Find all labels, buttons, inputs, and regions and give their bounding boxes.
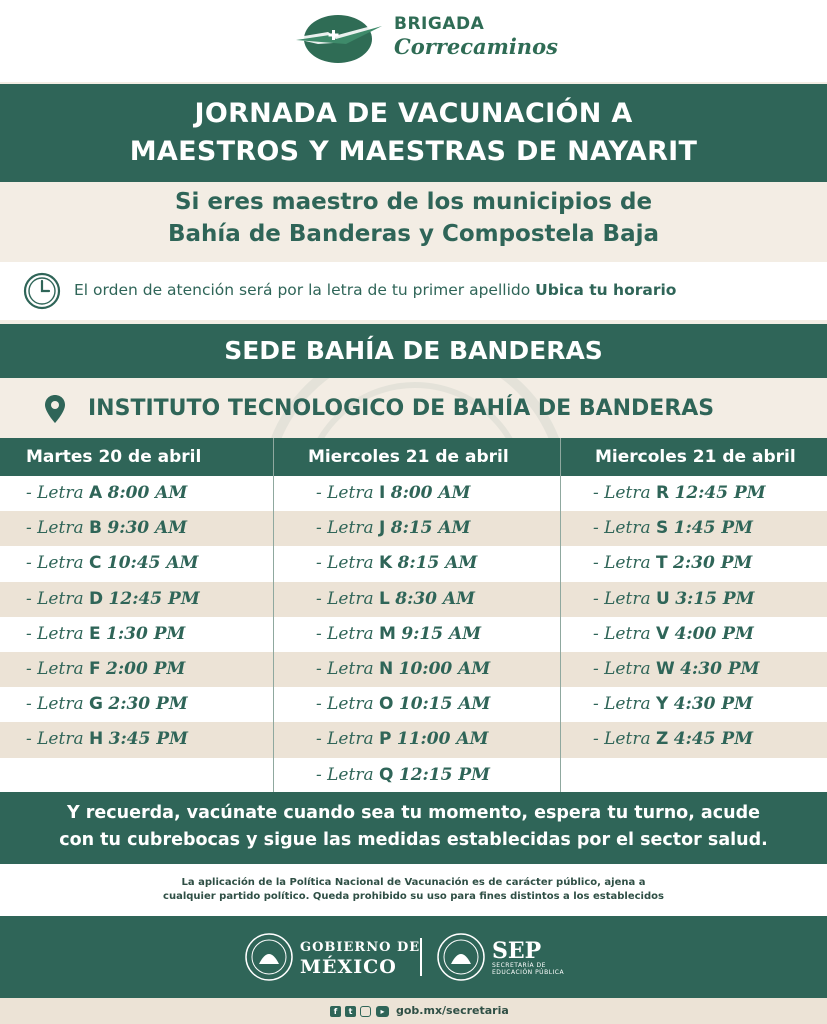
schedule-slot — [561, 617, 827, 652]
slot-time: 9:30 AM — [107, 518, 188, 539]
slot-prefix: - Letra — [593, 518, 651, 539]
title-line-2: MAESTROS Y MAESTRAS DE NAYARIT — [129, 136, 698, 167]
slot-time: 8:00 AM — [107, 483, 188, 503]
schedule-column-1 — [0, 438, 273, 792]
slot-time: 10:45 AM — [106, 553, 199, 574]
roadrunner-logo-icon — [288, 8, 388, 70]
slot-time: 8:00 AM — [390, 483, 471, 503]
schedule-slot — [274, 476, 560, 511]
slot-prefix: - Letra — [593, 623, 651, 644]
slot-prefix: - Letra — [26, 658, 84, 679]
order-notice — [0, 262, 827, 320]
slot-letter: J — [379, 518, 386, 539]
sep-subtitle — [492, 962, 564, 976]
institute-row — [0, 388, 827, 432]
slot-letter: Z — [656, 729, 669, 750]
facebook-icon[interactable]: f — [330, 1006, 341, 1017]
slot-prefix: - Letra — [26, 694, 84, 715]
slot-prefix: - Letra — [593, 588, 651, 609]
slot-time: 10:00 AM — [398, 658, 491, 679]
slot-letter: U — [656, 588, 670, 609]
slot-letter: A — [89, 483, 103, 503]
slot-letter: V — [656, 623, 670, 644]
schedule-slot — [0, 758, 273, 793]
schedule-slot — [274, 758, 560, 793]
sep-subtitle-line-2: EDUCACIÓN PÚBLICA — [492, 969, 565, 976]
schedule-slot — [0, 687, 273, 722]
subtitle — [0, 186, 827, 250]
slot-letter: O — [379, 694, 394, 715]
clock-icon — [22, 271, 62, 311]
subtitle-line-1: Si eres maestro de los municipios de — [174, 189, 653, 215]
slot-prefix: - Letra — [316, 588, 374, 609]
slot-prefix: - Letra — [316, 483, 374, 503]
schedule-table — [0, 438, 827, 792]
header-area — [0, 0, 827, 82]
twitter-icon[interactable]: t — [345, 1006, 356, 1017]
slot-letter: G — [89, 694, 103, 715]
slot-prefix: - Letra — [26, 518, 84, 539]
schedule-slot — [0, 722, 273, 757]
slot-time: 12:45 PM — [674, 483, 766, 503]
slot-letter: M — [379, 623, 396, 644]
slot-prefix: - Letra — [316, 623, 374, 644]
schedule-column-2 — [274, 438, 560, 792]
legal-line-1: La aplicación de la Política Nacional de Vacunación es de carácter público, ajena a — [181, 877, 646, 888]
slot-time: 3:45 PM — [108, 729, 188, 750]
slot-letter: Y — [656, 694, 669, 715]
slot-prefix: - Letra — [593, 729, 651, 750]
institute-name: INSTITUTO TECNOLOGICO DE BAHÍA DE BANDERAS — [88, 396, 715, 421]
gobierno-line-1: GOBIERNO DE — [300, 940, 421, 955]
slot-time: 1:45 PM — [673, 518, 753, 539]
schedule-slot — [0, 511, 273, 546]
mexico-seal-icon — [244, 932, 294, 982]
legal-notice — [0, 864, 827, 916]
youtube-icon[interactable]: ▸ — [376, 1006, 389, 1017]
slot-prefix: - Letra — [593, 553, 651, 574]
slot-letter: W — [656, 658, 675, 679]
schedule-slot — [561, 546, 827, 581]
schedule-slot — [561, 652, 827, 687]
slot-prefix: - Letra — [26, 483, 84, 503]
slot-time: 10:15 AM — [398, 694, 491, 715]
day-header: Miercoles 21 de abril — [274, 438, 560, 476]
schedule-slot — [0, 546, 273, 581]
title-band — [0, 84, 827, 182]
schedule-slot — [274, 511, 560, 546]
slot-prefix: - Letra — [593, 694, 651, 715]
instagram-icon[interactable] — [360, 1006, 371, 1017]
slot-prefix: - Letra — [26, 729, 84, 750]
slot-time: 2:30 PM — [673, 553, 753, 574]
slot-time: 9:15 AM — [401, 623, 482, 644]
slot-prefix: - Letra — [316, 518, 374, 539]
schedule-slot — [274, 546, 560, 581]
slot-letter: T — [656, 553, 668, 574]
day-header: Martes 20 de abril — [0, 438, 273, 476]
slot-prefix: - Letra — [26, 623, 84, 644]
slot-letter: D — [89, 588, 104, 609]
slot-prefix: - Letra — [316, 658, 374, 679]
slot-letter: I — [379, 483, 386, 503]
slot-letter: R — [656, 483, 670, 503]
schedule-slot — [561, 582, 827, 617]
brand-line-1: BRIGADA — [394, 14, 485, 34]
slot-time: 4:00 PM — [674, 623, 754, 644]
location-pin-icon — [44, 394, 66, 424]
schedule-slot — [561, 476, 827, 511]
sep-seal-icon — [436, 932, 486, 982]
schedule-slot — [274, 617, 560, 652]
slot-prefix: - Letra — [593, 483, 651, 503]
footer-divider — [420, 938, 422, 976]
schedule-slot — [0, 652, 273, 687]
slot-prefix: - Letra — [316, 764, 374, 785]
slot-time: 4:30 PM — [673, 694, 753, 715]
legal-line-2: cualquier partido político. Queda prohibido su uso para fines distintos a los establecidos — [163, 891, 664, 902]
slot-prefix: - Letra — [316, 729, 374, 750]
gobierno-line-2: MÉXICO — [300, 956, 397, 978]
slot-letter: H — [89, 729, 104, 750]
slot-time: 12:45 PM — [108, 588, 200, 609]
slot-time: 3:15 PM — [675, 588, 755, 609]
slot-time: 2:30 PM — [108, 694, 188, 715]
slot-time: 8:15 AM — [397, 553, 478, 574]
schedule-slot — [0, 617, 273, 652]
slot-letter: P — [379, 729, 392, 750]
schedule-slot — [274, 687, 560, 722]
reminder-line-2: con tu cubrebocas y sigue las medidas establecidas por el sector salud. — [59, 830, 768, 850]
government-footer — [0, 916, 827, 998]
title-line-1: JORNADA DE VACUNACIÓN A — [194, 98, 633, 129]
slot-letter: K — [379, 553, 393, 574]
website-link[interactable]: gob.mx/secretaria — [396, 1004, 509, 1017]
order-text — [74, 281, 676, 299]
slot-letter: B — [89, 518, 102, 539]
slot-time: 4:45 PM — [673, 729, 754, 750]
order-text-main: El orden de atención será por la letra de tu primer apellido — [74, 281, 531, 299]
brand-line-2: Correcaminos — [394, 34, 558, 59]
schedule-slot — [0, 476, 273, 511]
day-header: Miercoles 21 de abril — [561, 438, 827, 476]
brigada-logo — [288, 8, 568, 74]
slot-prefix: - Letra — [316, 694, 374, 715]
sede-title: SEDE BAHÍA DE BANDERAS — [0, 324, 827, 378]
schedule-slot — [274, 722, 560, 757]
slot-time: 1:30 PM — [106, 623, 186, 644]
slot-letter: F — [89, 658, 101, 679]
reminder-band — [0, 792, 827, 864]
schedule-slot — [274, 652, 560, 687]
sep-subtitle-line-1: SECRETARÍA DE — [492, 962, 546, 969]
slot-letter: E — [89, 623, 101, 644]
social-row — [0, 998, 827, 1024]
schedule-slot — [274, 582, 560, 617]
slot-letter: C — [89, 553, 102, 574]
slot-letter: S — [656, 518, 669, 539]
slot-time: 4:30 PM — [680, 658, 760, 679]
slot-prefix: - Letra — [26, 553, 84, 574]
slot-time: 8:30 AM — [395, 588, 475, 609]
subtitle-line-2: Bahía de Banderas y Compostela Baja — [167, 221, 660, 247]
slot-letter: Q — [379, 764, 394, 785]
schedule-slot — [0, 582, 273, 617]
schedule-slot — [561, 722, 827, 757]
slot-time: 12:15 PM — [398, 764, 490, 785]
schedule-slot — [561, 758, 827, 793]
slot-prefix: - Letra — [593, 658, 651, 679]
slot-time: 11:00 AM — [396, 729, 489, 750]
slot-time: 8:15 AM — [390, 518, 471, 539]
slot-prefix: - Letra — [26, 588, 84, 609]
schedule-column-3 — [561, 438, 827, 792]
schedule-slot — [561, 511, 827, 546]
slot-prefix: - Letra — [316, 553, 374, 574]
slot-time: 2:00 PM — [106, 658, 186, 679]
slot-letter: N — [379, 658, 394, 679]
schedule-slot — [561, 687, 827, 722]
order-text-bold: Ubica tu horario — [535, 281, 677, 299]
sep-title: SEP — [492, 938, 542, 964]
reminder-line-1: Y recuerda, vacúnate cuando sea tu momento, espera tu turno, acude — [67, 803, 760, 823]
slot-letter: L — [379, 588, 390, 609]
